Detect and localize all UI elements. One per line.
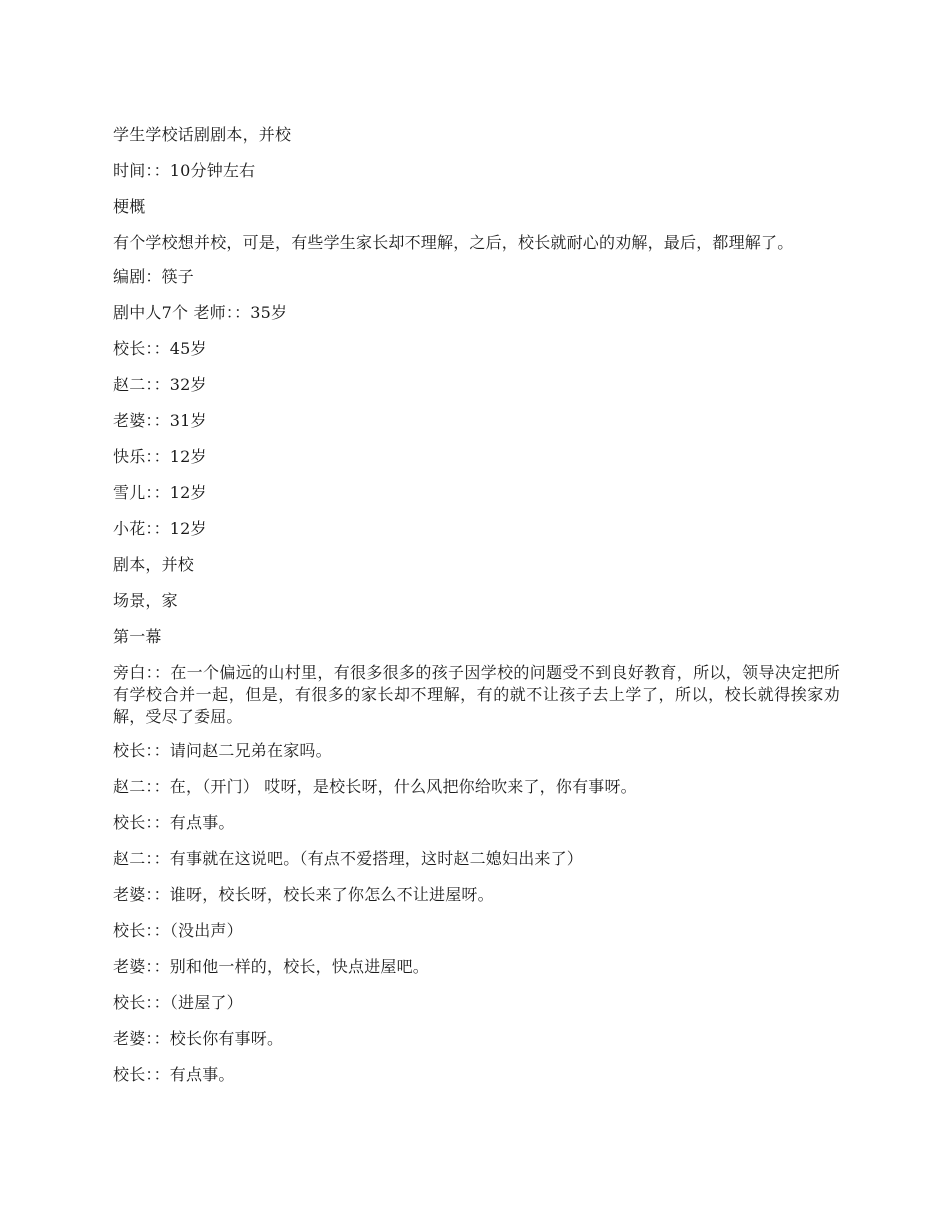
narration: 旁白：：在一个偏远的山村里，有很多很多的孩子因学校的问题受不到良好教育，所以，领导决定把所有学校合并一起，但是，有很多的家长却不理解，有的就不让孩子去上学了，所以，校长就得挨家劝解，受尽了委屈。 — [113, 663, 840, 726]
script-text — [113, 124, 840, 1100]
synopsis-text: 有个学校想并校，可是，有些学生家长却不理解，之后，校长就耐心的劝解，最后，都理解了。 — [113, 233, 794, 252]
doc-title: 学生学校话剧剧本，并校 — [113, 125, 292, 144]
dialogue-line: 老婆：：别和他一样的，校长，快点进屋吧。 — [113, 957, 430, 976]
dialogue-line: 校长：：（没出声） — [113, 921, 243, 940]
cast-line-xiaohua: 小花：：12岁 — [113, 519, 207, 538]
cast-line-principal: 校长：：45岁 — [113, 339, 207, 358]
dialogue-line: 老婆：：谁呀，校长呀，校长来了你怎么不让进屋呀。 — [113, 885, 494, 904]
duration-line: 时间：：10分钟左右 — [113, 161, 256, 180]
dialogue-line: 校长：：（进屋了） — [113, 993, 243, 1012]
cast-line-zhaoer: 赵二：：32岁 — [113, 375, 207, 394]
dialogue-line: 赵二：：有事就在这说吧。（有点不爱搭理，这时赵二媳妇出来了） — [113, 849, 584, 868]
dialogue-line: 校长：：有点事。 — [113, 813, 235, 832]
scene-line: 场景，家 — [113, 591, 178, 610]
script-heading: 剧本，并校 — [113, 555, 195, 574]
cast-line-wife: 老婆：：31岁 — [113, 411, 207, 430]
act-heading: 第一幕 — [113, 627, 162, 646]
writer-line: 编剧：筷子 — [113, 267, 195, 286]
cast-line-teacher: 剧中人7个 老师：：35岁 — [113, 303, 288, 322]
cast-line-kuaile: 快乐：：12岁 — [113, 447, 207, 466]
dialogue-line: 校长：：有点事。 — [113, 1065, 235, 1084]
synopsis-heading: 梗概 — [113, 197, 146, 216]
cast-line-xueer: 雪儿：：12岁 — [113, 483, 207, 502]
dialogue-line: 校长：：请问赵二兄弟在家吗。 — [113, 741, 332, 760]
dialogue-line: 赵二：：在，（开门） 哎呀，是校长呀，什么风把你给吹来了，你有事呀。 — [113, 777, 637, 796]
dialogue-line: 老婆：：校长你有事呀。 — [113, 1029, 284, 1048]
